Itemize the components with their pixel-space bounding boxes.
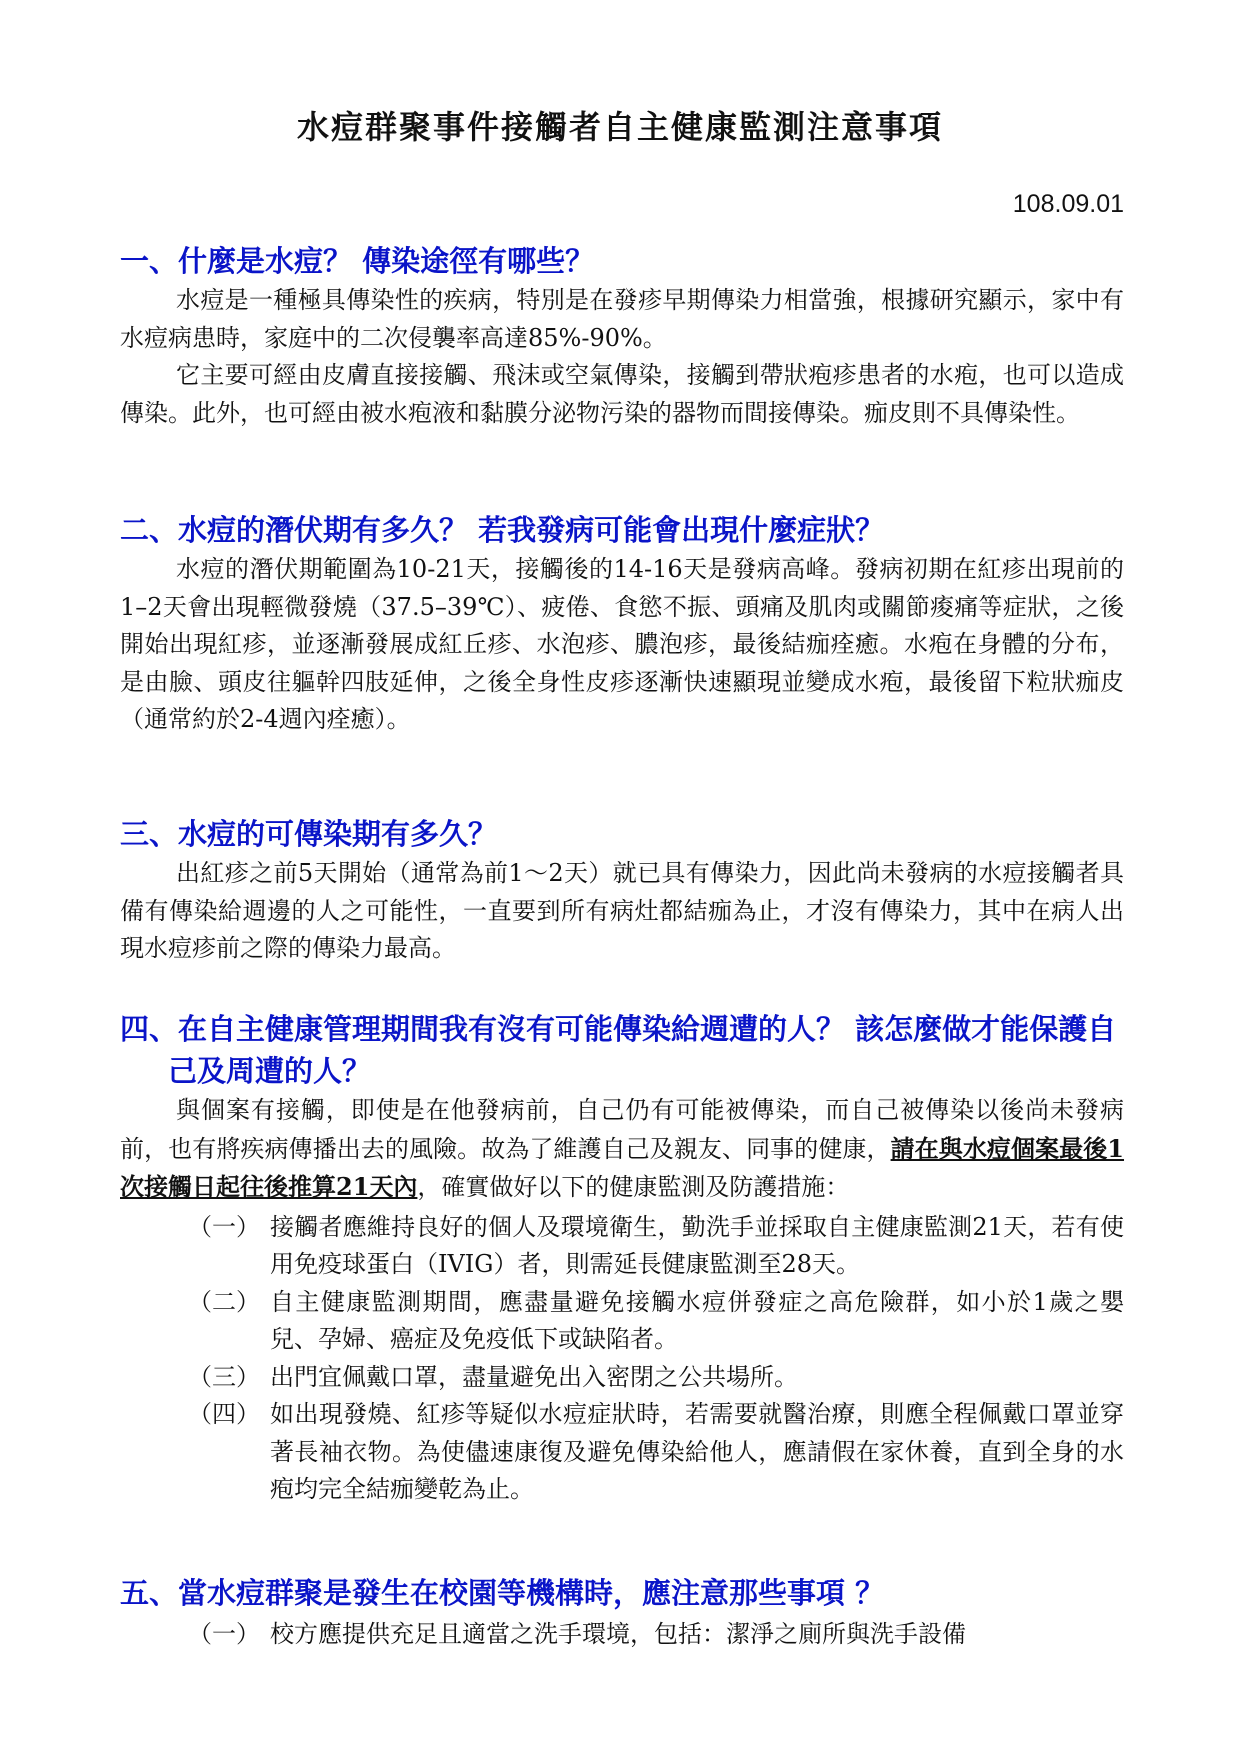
section-1-paragraph-2: 它主要可經由皮膚直接接觸、飛沫或空氣傳染，接觸到帶狀疱疹患者的水疱，也可以造成傳染。此外，也可經由被水疱液和黏膜分泌物污染的器物而間接傳染。痂皮則不具傳染性。 [120, 361, 1124, 427]
section-5 [120, 1572, 1124, 1654]
section-5-list [120, 1616, 1124, 1654]
section-1 [120, 240, 1124, 432]
list-item [120, 1284, 1124, 1359]
document-date: 108.09.01 [1012, 190, 1124, 218]
section-3-heading: 三、水痘的可傳染期有多久？ [120, 817, 498, 851]
section-4-heading: 四、在自主健康管理期間我有沒有可能傳染給週遭的人？ 該怎麼做才能保護自己及周遭的人？ [120, 1012, 1117, 1088]
list-item-number: （三） [188, 1362, 260, 1391]
section-4 [120, 1008, 1124, 1509]
list-item-number: （一） [188, 1212, 260, 1241]
document-title: 水痘群聚事件接觸者自主健康監測注意事項 [296, 108, 943, 146]
list-item-text: 自主健康監測期間，應盡量避免接觸水痘併發症之高危險群，如小於1歲之嬰兒、孕婦、癌症及免疫低下或缺陷者。 [270, 1287, 1124, 1353]
section-4-emphasis: 請在與水痘個案最後1次接觸日起往後推算21天內 [120, 1133, 1125, 1201]
section-4-text-after: ，確實做好以下的健康監測及防護措施： [417, 1173, 850, 1201]
list-item-text: 接觸者應維持良好的個人及環境衛生，勤洗手並採取自主健康監測21天，若有使用免疫球蛋白（IVIG）者，則需延長健康監測至28天。 [270, 1212, 1124, 1278]
list-item-number: （一） [188, 1620, 260, 1648]
section-1-heading: 一、什麼是水痘？ 傳染途徑有哪些？ [120, 244, 595, 278]
list-item [120, 1209, 1124, 1284]
list-item [120, 1396, 1124, 1509]
list-item-number: （四） [188, 1400, 260, 1428]
section-4-measures-list [120, 1209, 1124, 1509]
section-1-paragraph-1: 水痘是一種極具傳染性的疾病，特別是在發疹早期傳染力相當強，根據研究顯示，家中有水痘病患時，家庭中的二次侵襲率高達85%-90%。 [120, 286, 1124, 352]
section-5-heading: 五、當水痘群聚是發生在校園等機構時，應注意那些事項 ？ [120, 1576, 885, 1610]
section-4-text-before: 與個案有接觸，即使是在他發病前，自己仍有可能被傳染，而自己被傳染以後尚未發病前，也有將疾病傳播出去的風險。故為了維護自己及親友、同事的健康， [120, 1096, 1124, 1163]
section-3 [120, 813, 1124, 968]
list-item [120, 1616, 1124, 1654]
list-item-number: （二） [188, 1287, 260, 1316]
section-2 [120, 509, 1124, 739]
section-4-paragraph-1 [120, 1092, 1124, 1207]
section-2-paragraph-1: 水痘的潛伏期範圍為10-21天，接觸後的14-16天是發病高峰。發病初期在紅疹出現前的1–2天會出現輕微發燒（37.5–39℃）、疲倦、食慾不振、頭痛及肌肉或關節痠痛等症狀，之後開始出現紅疹，並逐漸發展成紅丘疹、水泡疹、膿泡疹，最後結痂痊癒。水疱在身體的分布，是由臉、頭皮往軀幹四肢延伸，之後全身性皮疹逐漸快速顯現並變成水疱，最後留下粒狀痂皮（通常約於2-4週內痊癒）。 [120, 555, 1124, 733]
list-item [120, 1359, 1124, 1397]
section-3-paragraph-1: 出紅疹之前5天開始（通常為前1～2天）就已具有傳染力，因此尚未發病的水痘接觸者具備有傳染給週邊的人之可能性，一直要到所有病灶都結痂為止，才沒有傳染力，其中在病人出現水痘疹前之際的傳染力最高。 [120, 859, 1124, 962]
list-item-text: 如出現發燒、紅疹等疑似水痘症狀時，若需要就醫治療，則應全程佩戴口罩並穿著長袖衣物。為使儘速康復及避免傳染給他人，應請假在家休養，直到全身的水疱均完全結痂變乾為止。 [270, 1400, 1124, 1503]
section-2-heading: 二、水痘的潛伏期有多久？ 若我發病可能會出現什麼症狀？ [120, 513, 885, 547]
list-item-text: 出門宜佩戴口罩，盡量避免出入密閉之公共場所。 [270, 1362, 798, 1391]
list-item-text: 校方應提供充足且適當之洗手環境，包括：潔淨之廁所與洗手設備 [270, 1620, 966, 1648]
